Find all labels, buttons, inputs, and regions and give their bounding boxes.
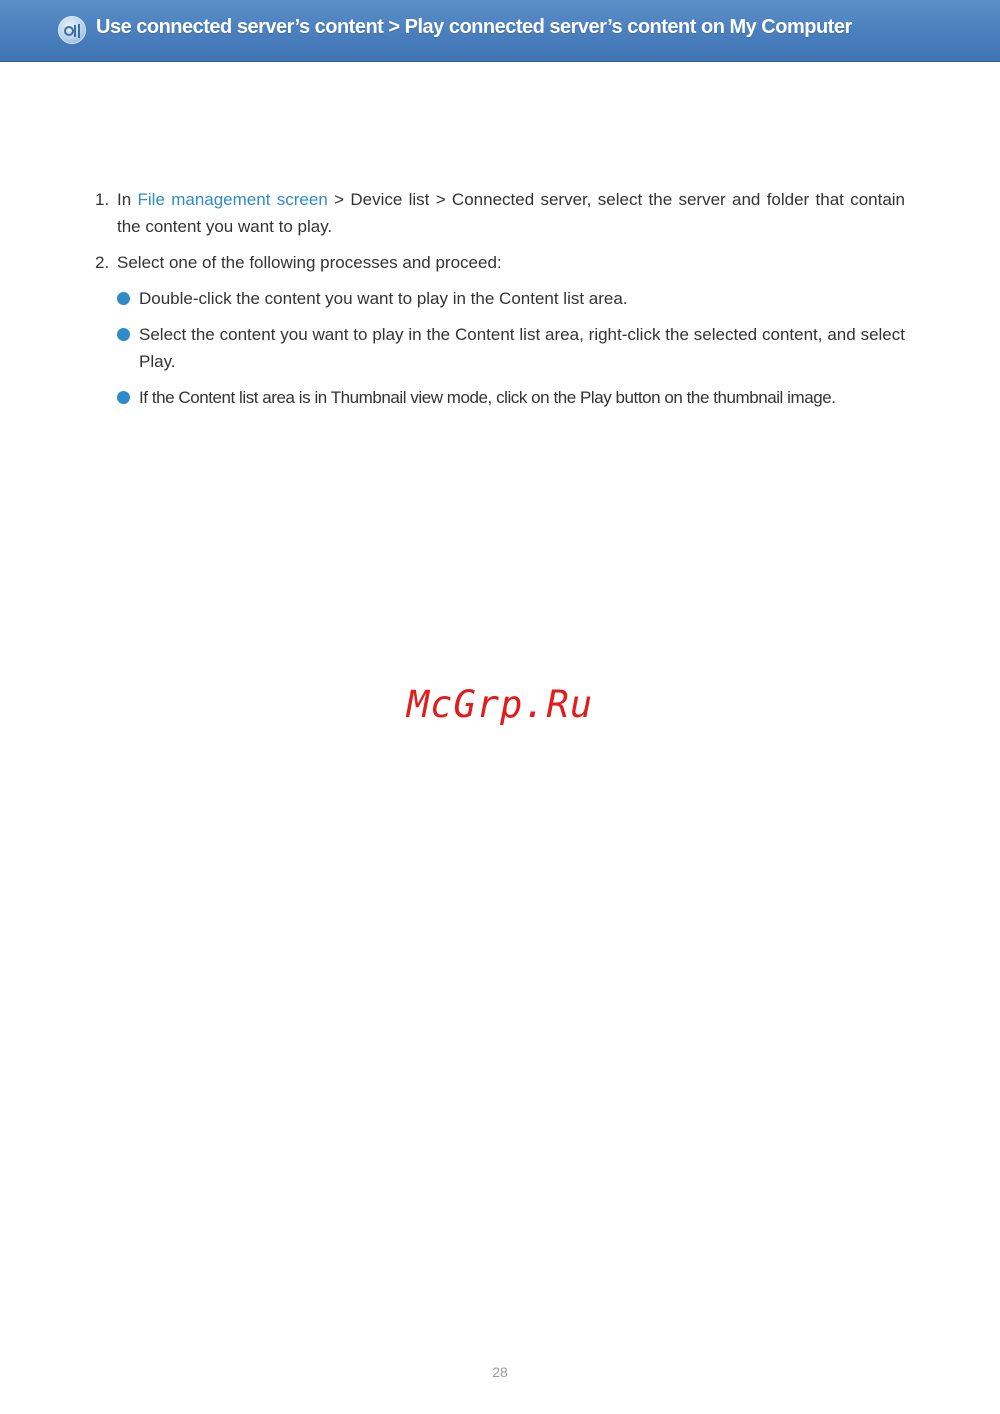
allshare-icon: [58, 16, 86, 44]
page-number: 28: [492, 1364, 508, 1380]
step-number: 1.: [95, 190, 110, 209]
watermark: McGrp.Ru: [406, 683, 594, 726]
list-item-text: Double-click the content you want to play in the Content list area.: [139, 289, 628, 308]
step-number: 2.: [95, 253, 110, 272]
file-management-screen-link[interactable]: File management screen: [137, 190, 328, 209]
list-item: [117, 384, 905, 411]
list-item: [117, 285, 905, 312]
step-text-suffix: > Device list > Connected server, select the server and folder that contain the content you want to play.: [117, 190, 906, 236]
header-bar: [0, 0, 1000, 62]
bullet-icon: [117, 391, 130, 404]
bullet-icon: [117, 292, 130, 305]
step-2: [95, 249, 905, 276]
process-options-list: [117, 285, 905, 411]
list-item: [117, 321, 905, 375]
instructions: [95, 186, 905, 420]
step-1: [95, 186, 905, 240]
step-text-prefix: In: [117, 190, 138, 209]
step-text: Select one of the following processes and proceed:: [117, 253, 502, 272]
page-title: Use connected server’s content > Play connected server’s content on My Computer: [96, 16, 852, 38]
list-item-text: Select the content you want to play in the Content list area, right-click the selected content, and select Play.: [139, 325, 905, 371]
list-item-text: If the Content list area is in Thumbnail view mode, click on the Play button on the thumbnail image.: [139, 388, 836, 407]
bullet-icon: [117, 328, 130, 341]
